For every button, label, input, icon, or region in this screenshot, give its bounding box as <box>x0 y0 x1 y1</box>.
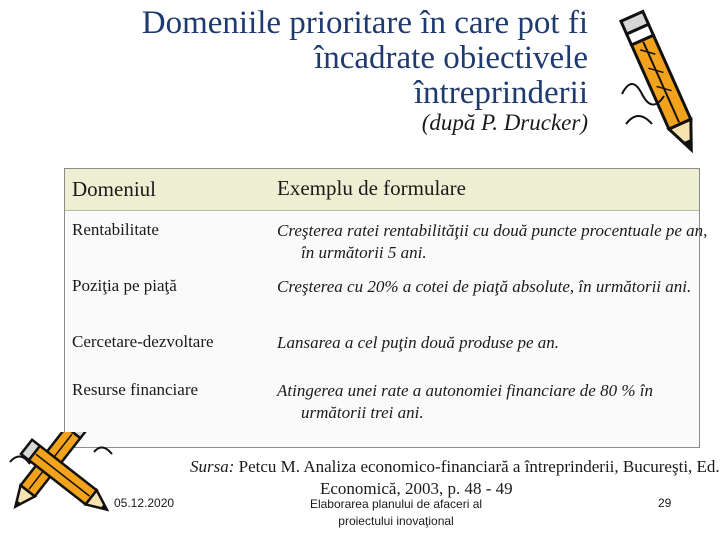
header-example: Exemplu de formulare <box>277 176 466 200</box>
cell-domain: Resurse financiare <box>72 380 199 399</box>
cell-example: Lansarea a cel puţin două produse pe an. <box>277 333 560 352</box>
source-citation <box>190 456 720 500</box>
slide-title <box>28 6 588 111</box>
title-line: încadrate obiectivele <box>314 40 588 76</box>
header-domain: Domeniul <box>72 177 156 201</box>
objectives-table <box>64 168 708 448</box>
pencils-icon <box>2 432 126 538</box>
cell-example: Creşterea ratei rentabilităţii cu două puncte procentuale pe an, în următorii 5 ani. <box>277 221 708 262</box>
table-row <box>65 267 699 323</box>
footer-title-line: proiectului inovaţional <box>338 514 454 528</box>
cell-example: Creşterea cu 20% a cotei de piaţă absolute, în următorii ani. <box>277 277 692 296</box>
cell-example: Atingerea unei rate a autonomiei financiare de 80 % în următorii trei ani. <box>277 381 653 422</box>
source-label: Sursa: <box>190 457 235 476</box>
cell-domain: Poziţia pe piaţă <box>72 276 177 295</box>
footer-date: 05.12.2020 <box>114 496 175 510</box>
title-line: Domeniile prioritare în care pot fi <box>141 5 588 41</box>
table-row <box>65 211 708 267</box>
title-line: întreprinderii <box>413 75 588 111</box>
page-number: 29 <box>658 496 672 510</box>
table-header-row <box>65 169 699 211</box>
table-row <box>65 323 699 371</box>
table-row <box>65 371 699 447</box>
cell-domain: Cercetare-dezvoltare <box>72 332 214 351</box>
footer-title <box>296 496 496 530</box>
cell-domain: Rentabilitate <box>72 220 159 239</box>
footer-title-line: Elaborarea planului de afaceri al <box>309 497 483 511</box>
source-text: Petcu M. Analiza economico-financiară a întreprinderii, Bucureşti, Ed. Economică, 2003, p. 48 - 49 <box>234 457 720 498</box>
pencil-icon <box>612 4 712 164</box>
slide-subtitle: (după P. Drucker) <box>421 110 588 135</box>
